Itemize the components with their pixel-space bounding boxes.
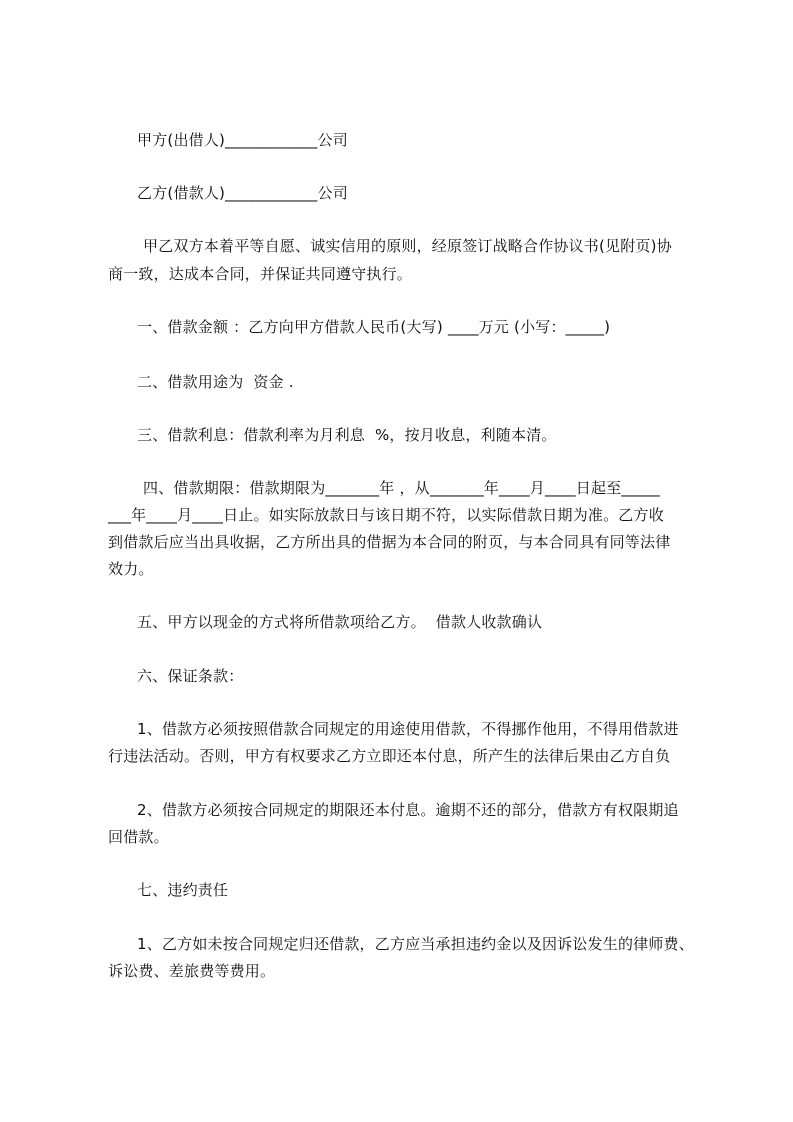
clause-7-1-line-2: 诉讼费、差旅费等费用。 [108, 962, 276, 980]
party-b-line: 乙方(借款人)____________公司 [137, 184, 348, 202]
party-a-line: 甲方(出借人)____________公司 [137, 131, 348, 149]
clause-4-line-3: 到借款后应当出具收据，乙方所出具的借据为本合同的附页，与本合同具有同等法律 [108, 533, 671, 551]
clause-2: 二、借款用途为 资金 . [137, 373, 294, 391]
clause-4-line-1: 四、借款期限：借款期限为_______年 ，从_______年____月____日起至_____ [143, 479, 660, 497]
clause-6-2-line-2: 回借款。 [108, 828, 169, 846]
clause-6-2-line-1: 2、借款方必须按合同规定的期限还本付息。逾期不还的部分，借款方有权限期追 [137, 801, 679, 819]
preamble-line-1: 甲乙双方本着平等自愿、诚实信用的原则，经原签订战略合作协议书(见附页)协 [143, 237, 672, 255]
clause-7-1-line-1: 1、乙方如未按合同规定归还借款，乙方应当承担违约金以及因诉讼发生的律师费、 [137, 935, 694, 953]
clause-6-1-line-2: 行违法活动。否则，甲方有权要求乙方立即还本付息，所产生的法律后果由乙方自负 [108, 747, 671, 765]
clause-1: 一、借款金额 ：乙方向甲方借款人民币(大写) ____万元 (小写：_____) [137, 318, 611, 336]
clause-6-1-line-1: 1、借款方必须按照借款合同规定的用途使用借款，不得挪作他用，不得用借款进 [137, 720, 679, 738]
clause-6-title: 六、保证条款： [137, 667, 244, 685]
clause-4-line-2: ___年____月____日止。如实际放款日与该日期不符，以实际借款日期为准。乙方收 [108, 506, 664, 524]
clause-4-line-4: 效力。 [108, 560, 154, 578]
clause-7-title: 七、违约责任 [137, 881, 229, 899]
preamble-line-2: 商一致，达成本合同，并保证共同遵守执行。 [108, 265, 413, 283]
clause-3: 三、借款利息：借款利率为月利息 %，按月收息，利随本清。 [137, 426, 557, 444]
clause-5: 五、甲方以现金的方式将所借款项给乙方。 借款人收款确认 [137, 613, 543, 631]
